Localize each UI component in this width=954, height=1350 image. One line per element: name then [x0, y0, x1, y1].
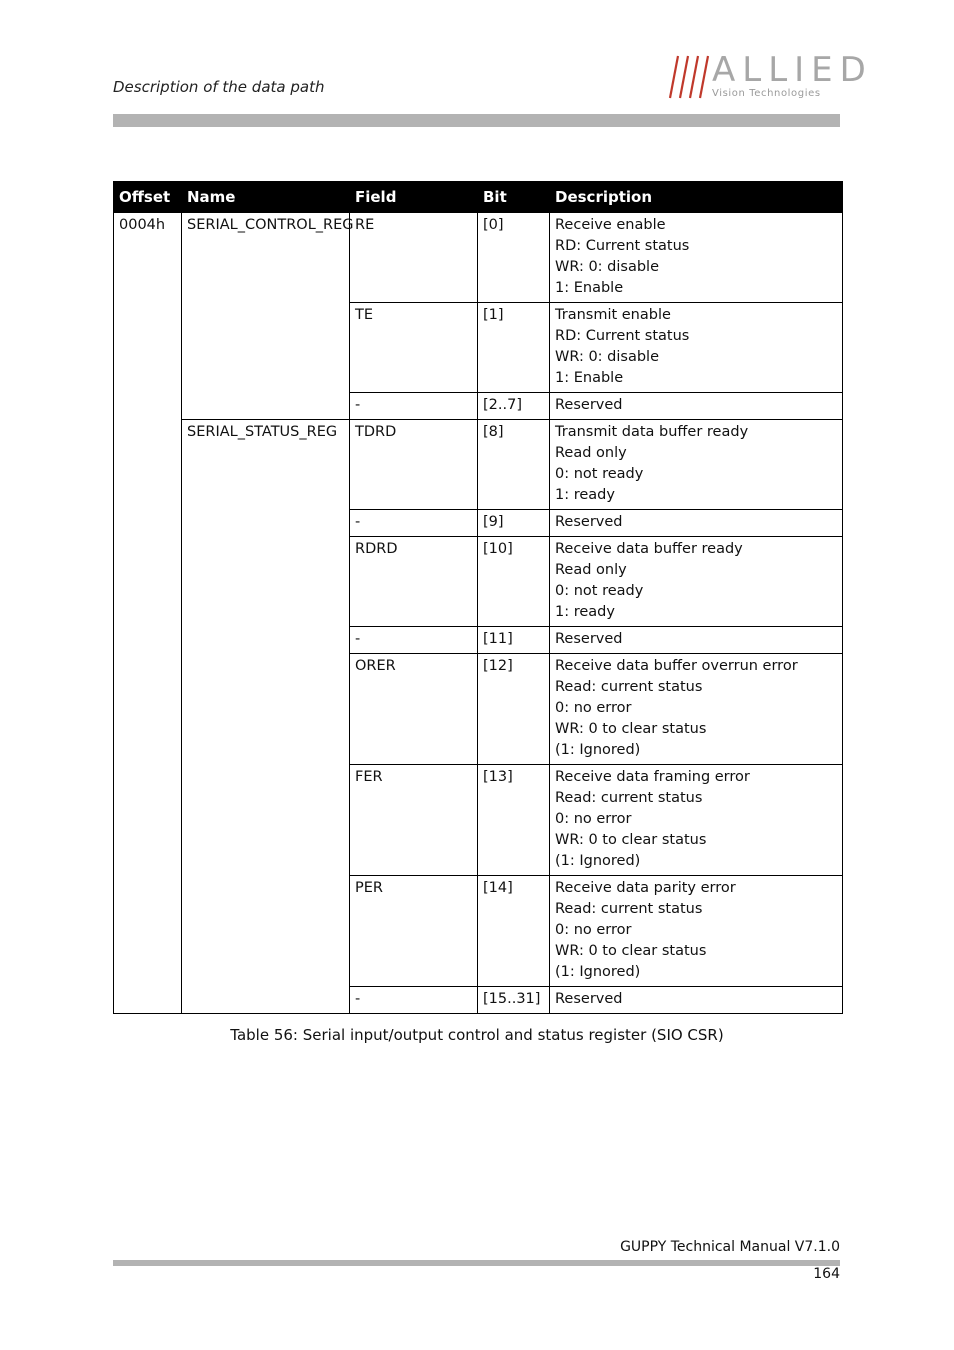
description-line: 1: ready: [555, 604, 615, 620]
description-line: (1: Ignored): [555, 742, 641, 758]
description-line: WR: 0 to clear status: [555, 832, 707, 848]
column-header-bit: Bit: [478, 182, 550, 213]
description-line: 0: not ready: [555, 466, 644, 482]
cell-field: PER: [350, 876, 478, 987]
description-line: Receive data buffer ready: [555, 541, 743, 557]
cell-description: [550, 765, 843, 876]
cell-bit: [15..31]: [478, 987, 550, 1014]
description-line: RD: Current status: [555, 238, 690, 254]
logo-wordmark: ALLIED: [712, 50, 873, 90]
register-table: [113, 181, 843, 1014]
page-section-title: Description of the data path: [113, 78, 325, 96]
description-line: Receive enable: [555, 217, 666, 233]
cell-field: -: [350, 393, 478, 420]
cell-bit: [10]: [478, 537, 550, 627]
cell-description: [550, 537, 843, 627]
cell-bit: [12]: [478, 654, 550, 765]
cell-bit: [14]: [478, 876, 550, 987]
description-line: WR: 0 to clear status: [555, 721, 707, 737]
description-line: Reserved: [555, 991, 623, 1007]
description-line: 0: not ready: [555, 583, 644, 599]
description-line: 0: no error: [555, 922, 632, 938]
description-line: Reserved: [555, 514, 623, 530]
cell-field: -: [350, 627, 478, 654]
cell-bit: [8]: [478, 420, 550, 510]
cell-description: [550, 393, 843, 420]
header-divider-bar: [113, 114, 840, 127]
description-line: Read only: [555, 445, 627, 461]
description-line: Transmit data buffer ready: [555, 424, 749, 440]
footer-manual-title: GUPPY Technical Manual V7.1.0: [620, 1239, 840, 1255]
description-line: Reserved: [555, 397, 623, 413]
column-header-description: Description: [550, 182, 843, 213]
cell-description: [550, 420, 843, 510]
footer-divider-bar: [113, 1260, 840, 1266]
description-line: 1: Enable: [555, 370, 624, 386]
description-line: 0: no error: [555, 811, 632, 827]
column-header-name: Name: [182, 182, 350, 213]
description-line: Read: current status: [555, 679, 703, 695]
cell-register-name: SERIAL_CONTROL_REG: [182, 213, 350, 420]
cell-description: [550, 213, 843, 303]
cell-register-name: SERIAL_STATUS_REG: [182, 420, 350, 1014]
cell-field: TE: [350, 303, 478, 393]
cell-field: RE: [350, 213, 478, 303]
column-header-field: Field: [350, 182, 478, 213]
cell-description: [550, 876, 843, 987]
table-caption: Table 56: Serial input/output control and status register (SIO CSR): [230, 1026, 724, 1044]
description-line: Receive data parity error: [555, 880, 736, 896]
cell-bit: [2..7]: [478, 393, 550, 420]
description-line: Receive data buffer overrun error: [555, 658, 798, 674]
allied-logo: [668, 50, 873, 102]
description-line: Receive data framing error: [555, 769, 750, 785]
description-line: Transmit enable: [555, 307, 671, 323]
cell-field: -: [350, 510, 478, 537]
cell-description: [550, 510, 843, 537]
description-line: RD: Current status: [555, 328, 690, 344]
description-line: Read: current status: [555, 790, 703, 806]
description-line: (1: Ignored): [555, 853, 641, 869]
cell-bit: [9]: [478, 510, 550, 537]
table-row: [114, 420, 843, 510]
description-line: 0: no error: [555, 700, 632, 716]
description-line: Reserved: [555, 631, 623, 647]
description-line: Read only: [555, 562, 627, 578]
cell-bit: [0]: [478, 213, 550, 303]
cell-bit: [11]: [478, 627, 550, 654]
page-number: 164: [813, 1266, 840, 1282]
description-line: WR: 0: disable: [555, 349, 660, 365]
logo-subtitle: Vision Technologies: [712, 88, 821, 99]
description-line: 1: Enable: [555, 280, 624, 296]
description-line: WR: 0 to clear status: [555, 943, 707, 959]
cell-field: RDRD: [350, 537, 478, 627]
cell-bit: [13]: [478, 765, 550, 876]
table-row: [114, 213, 843, 303]
description-line: 1: ready: [555, 487, 615, 503]
cell-description: [550, 627, 843, 654]
cell-field: ORER: [350, 654, 478, 765]
cell-description: [550, 303, 843, 393]
description-line: Read: current status: [555, 901, 703, 917]
cell-field: -: [350, 987, 478, 1014]
table-body: [114, 213, 843, 1014]
cell-description: [550, 987, 843, 1014]
table-header-row: [114, 182, 843, 213]
cell-field: TDRD: [350, 420, 478, 510]
logo-slashes-icon: [668, 54, 710, 100]
description-line: WR: 0: disable: [555, 259, 660, 275]
cell-offset: 0004h: [114, 213, 182, 1014]
cell-field: FER: [350, 765, 478, 876]
cell-description: [550, 654, 843, 765]
column-header-offset: Offset: [114, 182, 182, 213]
description-line: (1: Ignored): [555, 964, 641, 980]
cell-bit: [1]: [478, 303, 550, 393]
